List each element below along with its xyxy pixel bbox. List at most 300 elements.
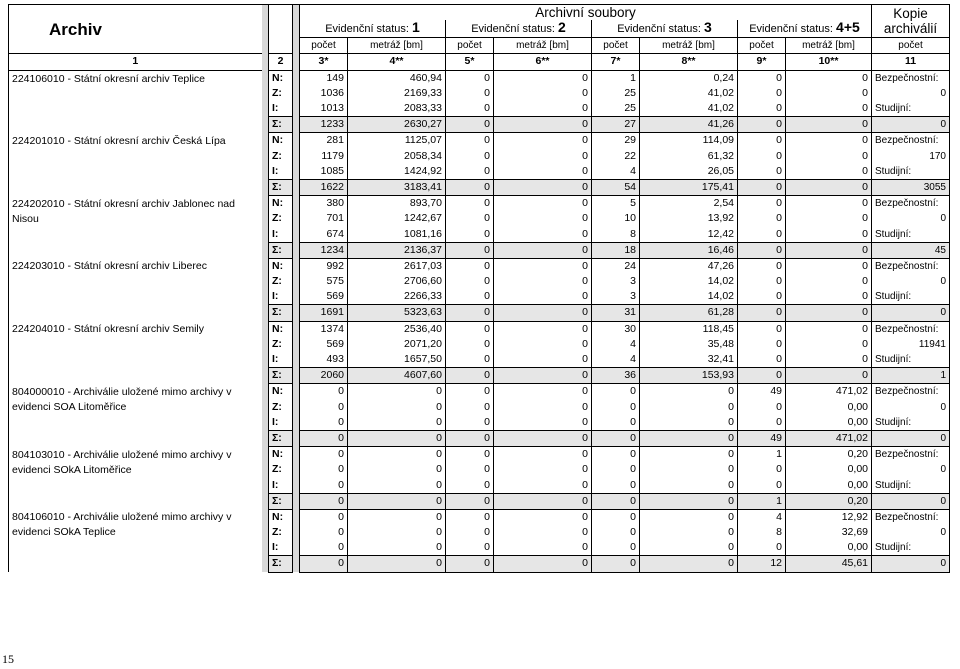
- value-cell: 2706,60: [348, 274, 446, 289]
- value-cell: 149: [300, 70, 348, 86]
- value-cell: 0: [446, 540, 494, 556]
- kopie-bezpecnostni-label: Bezpečnostní:: [872, 384, 950, 400]
- value-cell: 3183,41: [348, 179, 446, 195]
- kopie-bezpecnostni-label: Bezpečnostní:: [872, 258, 950, 274]
- status-label: Evidenční status:: [325, 23, 413, 36]
- value-cell: 0: [592, 462, 640, 477]
- row-label: Z:: [269, 86, 293, 101]
- value-cell: 0: [786, 164, 872, 180]
- row-label: N:: [269, 384, 293, 400]
- value-cell: 0: [786, 321, 872, 337]
- value-cell: 0: [494, 337, 592, 352]
- value-cell: 0: [494, 477, 592, 493]
- value-cell: 0: [494, 525, 592, 540]
- value-cell: 569: [300, 337, 348, 352]
- value-cell: 49: [738, 430, 786, 446]
- value-cell: 0: [446, 258, 494, 274]
- kopie-bezpecnostni-value: 0: [872, 525, 950, 540]
- value-cell: 0: [640, 493, 738, 509]
- row-label: I:: [269, 164, 293, 180]
- value-cell: 0: [592, 400, 640, 415]
- value-cell: 0: [786, 133, 872, 149]
- value-cell: 380: [300, 196, 348, 212]
- row-label: I:: [269, 101, 293, 117]
- column-gap: [262, 196, 269, 259]
- value-cell: 0: [446, 226, 494, 242]
- value-cell: 2071,20: [348, 337, 446, 352]
- value-cell: 0: [494, 117, 592, 133]
- archive-row: [9, 70, 950, 86]
- value-cell: 0: [494, 86, 592, 101]
- value-cell: 0: [348, 384, 446, 400]
- row-label: I:: [269, 289, 293, 305]
- value-cell: 0: [446, 400, 494, 415]
- column-gap: [262, 54, 269, 70]
- value-cell: 2136,37: [348, 242, 446, 258]
- value-cell: 0: [446, 321, 494, 337]
- row-label: Z:: [269, 462, 293, 477]
- row-label: I:: [269, 540, 293, 556]
- row-label: Σ:: [269, 556, 293, 572]
- value-cell: 0: [300, 509, 348, 525]
- value-cell: 0: [494, 447, 592, 463]
- value-cell: 0: [494, 211, 592, 226]
- value-cell: 4: [738, 509, 786, 525]
- value-cell: 281: [300, 133, 348, 149]
- value-cell: 0: [738, 305, 786, 321]
- row-label: Σ:: [269, 430, 293, 446]
- value-cell: 4: [592, 352, 640, 368]
- value-cell: 0: [786, 242, 872, 258]
- value-cell: 0: [446, 196, 494, 212]
- value-cell: 493: [300, 352, 348, 368]
- value-cell: 0: [786, 179, 872, 195]
- status-number: 1: [412, 20, 420, 36]
- kopie-bezpecnostni-value: 0: [872, 211, 950, 226]
- kopie-studijni-value: 0: [872, 430, 950, 446]
- value-cell: 0: [446, 289, 494, 305]
- row-label: Σ:: [269, 305, 293, 321]
- row-label: N:: [269, 258, 293, 274]
- value-cell: 0: [592, 384, 640, 400]
- archiv-heading: Archiv: [9, 5, 262, 54]
- value-cell: 0: [738, 415, 786, 431]
- status-number: 3: [704, 20, 712, 36]
- value-cell: 0: [786, 86, 872, 101]
- kopie-bezpecnostni-label: Bezpečnostní:: [872, 321, 950, 337]
- value-cell: 0: [494, 321, 592, 337]
- value-cell: 0: [640, 415, 738, 431]
- value-cell: 0: [300, 493, 348, 509]
- value-cell: 61,32: [640, 149, 738, 164]
- row-label: Σ:: [269, 242, 293, 258]
- archivni-soubory-heading: Archivní soubory: [300, 5, 872, 21]
- value-cell: 893,70: [348, 196, 446, 212]
- status-label: Evidenční status:: [617, 23, 705, 36]
- value-cell: 12,42: [640, 226, 738, 242]
- value-cell: 0: [300, 415, 348, 431]
- value-cell: 8: [592, 226, 640, 242]
- value-cell: 2,54: [640, 196, 738, 212]
- row-label: I:: [269, 352, 293, 368]
- value-cell: 0,20: [786, 493, 872, 509]
- value-cell: 0: [446, 368, 494, 384]
- value-cell: 0: [592, 509, 640, 525]
- value-cell: 0: [738, 368, 786, 384]
- value-cell: 24: [592, 258, 640, 274]
- value-cell: 0: [786, 211, 872, 226]
- value-cell: 0: [786, 117, 872, 133]
- value-cell: 2617,03: [348, 258, 446, 274]
- column-gap: [262, 384, 269, 447]
- value-cell: 25: [592, 101, 640, 117]
- value-cell: 0: [738, 70, 786, 86]
- pocet-subheading: počet: [738, 38, 786, 54]
- column-gap: [262, 258, 269, 321]
- value-cell: 0: [446, 430, 494, 446]
- kopie-studijni-label: Studijní:: [872, 415, 950, 431]
- value-cell: 0: [786, 226, 872, 242]
- status-heading: [738, 20, 872, 38]
- value-cell: 0: [592, 415, 640, 431]
- value-cell: 0: [446, 86, 494, 101]
- value-cell: 0: [738, 101, 786, 117]
- value-cell: 0: [494, 415, 592, 431]
- value-cell: 0: [494, 384, 592, 400]
- value-cell: 4: [592, 337, 640, 352]
- value-cell: 0: [592, 477, 640, 493]
- column-gap: [262, 133, 269, 196]
- value-cell: 0: [494, 179, 592, 195]
- value-cell: 0: [446, 274, 494, 289]
- header-gap: [293, 5, 300, 54]
- kopie-studijni-label: Studijní:: [872, 226, 950, 242]
- value-cell: 1: [592, 70, 640, 86]
- row-label: N:: [269, 509, 293, 525]
- column-index: 7*: [592, 54, 640, 70]
- value-cell: 114,09: [640, 133, 738, 149]
- column-gap: [293, 509, 300, 572]
- column-gap: [293, 447, 300, 510]
- value-cell: 0: [592, 525, 640, 540]
- archive-row: [9, 196, 950, 212]
- row-label: Z:: [269, 274, 293, 289]
- value-cell: 0: [348, 556, 446, 572]
- value-cell: 16,46: [640, 242, 738, 258]
- archive-name: 224201010 - Státní okresní archiv Česká Lípa: [9, 133, 262, 196]
- value-cell: 2083,33: [348, 101, 446, 117]
- value-cell: 1179: [300, 149, 348, 164]
- value-cell: 0: [592, 493, 640, 509]
- value-cell: 45,61: [786, 556, 872, 572]
- value-cell: 0: [446, 525, 494, 540]
- row-label: Z:: [269, 525, 293, 540]
- kopie-studijni-label: Studijní:: [872, 477, 950, 493]
- value-cell: 0: [592, 430, 640, 446]
- column-index: 11: [872, 54, 950, 70]
- status-number: 4+5: [836, 20, 860, 36]
- row-label: Z:: [269, 337, 293, 352]
- value-cell: 0: [348, 509, 446, 525]
- kopie-studijni-label: Studijní:: [872, 289, 950, 305]
- row-label: Σ:: [269, 179, 293, 195]
- archive-row: [9, 321, 950, 337]
- value-cell: 2060: [300, 368, 348, 384]
- value-cell: 41,26: [640, 117, 738, 133]
- value-cell: 0: [446, 179, 494, 195]
- value-cell: 0: [738, 258, 786, 274]
- archive-table: [8, 4, 950, 573]
- column-gap: [293, 196, 300, 259]
- value-cell: 0: [300, 556, 348, 572]
- value-cell: 0: [494, 149, 592, 164]
- value-cell: 701: [300, 211, 348, 226]
- row-label: I:: [269, 477, 293, 493]
- status-heading: [446, 20, 592, 38]
- value-cell: 0: [494, 430, 592, 446]
- value-cell: 4607,60: [348, 368, 446, 384]
- value-cell: 0: [640, 477, 738, 493]
- pocet-subheading: počet: [300, 38, 348, 54]
- metraz-subheading: metráž [bm]: [786, 38, 872, 54]
- value-cell: 1233: [300, 117, 348, 133]
- archive-name: 224203010 - Státní okresní archiv Liberec: [9, 258, 262, 321]
- value-cell: 1424,92: [348, 164, 446, 180]
- status-label: Evidenční status:: [471, 23, 559, 36]
- value-cell: 0: [738, 226, 786, 242]
- value-cell: 575: [300, 274, 348, 289]
- value-cell: 0: [348, 540, 446, 556]
- value-cell: 12,92: [786, 509, 872, 525]
- column-gap: [262, 321, 269, 384]
- value-cell: 1081,16: [348, 226, 446, 242]
- kopie-bezpecnostni-value: 0: [872, 462, 950, 477]
- value-cell: 0: [786, 289, 872, 305]
- value-cell: 0: [494, 226, 592, 242]
- row-label: I:: [269, 415, 293, 431]
- value-cell: 0: [494, 274, 592, 289]
- value-cell: 0,00: [786, 540, 872, 556]
- value-cell: 27: [592, 117, 640, 133]
- value-cell: 0: [786, 368, 872, 384]
- kopie-bezpecnostni-value: 170: [872, 149, 950, 164]
- value-cell: 0: [494, 196, 592, 212]
- kopie-studijni-value: 0: [872, 305, 950, 321]
- kopie-heading: Kopie archiválií: [872, 5, 950, 38]
- value-cell: 0: [640, 525, 738, 540]
- archive-row: [9, 133, 950, 149]
- value-cell: 0,00: [786, 400, 872, 415]
- value-cell: 0: [738, 337, 786, 352]
- value-cell: 1374: [300, 321, 348, 337]
- value-cell: 0: [494, 133, 592, 149]
- value-cell: 0: [640, 400, 738, 415]
- value-cell: 0: [738, 133, 786, 149]
- value-cell: 0: [446, 337, 494, 352]
- value-cell: 5323,63: [348, 305, 446, 321]
- value-cell: 31: [592, 305, 640, 321]
- value-cell: 0: [348, 430, 446, 446]
- value-cell: 1125,07: [348, 133, 446, 149]
- value-cell: 0: [446, 164, 494, 180]
- kopie-bezpecnostni-value: 0: [872, 86, 950, 101]
- value-cell: 14,02: [640, 274, 738, 289]
- value-cell: 0: [494, 556, 592, 572]
- value-cell: 0: [738, 179, 786, 195]
- value-cell: 153,93: [640, 368, 738, 384]
- archive-row: [9, 384, 950, 400]
- value-cell: 3: [592, 289, 640, 305]
- value-cell: 2058,34: [348, 149, 446, 164]
- value-cell: 2266,33: [348, 289, 446, 305]
- value-cell: 10: [592, 211, 640, 226]
- value-cell: 13,92: [640, 211, 738, 226]
- value-cell: 0: [786, 70, 872, 86]
- value-cell: 0: [494, 540, 592, 556]
- header-gap: [262, 5, 269, 54]
- value-cell: 0: [300, 384, 348, 400]
- kopie-bezpecnostni-label: Bezpečnostní:: [872, 196, 950, 212]
- pocet-subheading: počet: [592, 38, 640, 54]
- archive-row: [9, 447, 950, 463]
- value-cell: 0: [300, 477, 348, 493]
- value-cell: 0: [786, 149, 872, 164]
- value-cell: 1085: [300, 164, 348, 180]
- value-cell: 0: [640, 447, 738, 463]
- value-cell: 0: [494, 101, 592, 117]
- value-cell: 0: [348, 447, 446, 463]
- column-gap: [262, 447, 269, 510]
- value-cell: 0: [738, 274, 786, 289]
- archive-row: [9, 509, 950, 525]
- column-gap: [293, 258, 300, 321]
- column-gap: [262, 509, 269, 572]
- value-cell: 674: [300, 226, 348, 242]
- value-cell: 29: [592, 133, 640, 149]
- value-cell: 0: [738, 400, 786, 415]
- row-label: N:: [269, 133, 293, 149]
- value-cell: 54: [592, 179, 640, 195]
- value-cell: 0: [348, 400, 446, 415]
- metraz-subheading: metráž [bm]: [494, 38, 592, 54]
- row-label: Z:: [269, 149, 293, 164]
- column-index: 1: [9, 54, 262, 70]
- kopie-studijni-label: Studijní:: [872, 101, 950, 117]
- value-cell: 2536,40: [348, 321, 446, 337]
- column-index: 6**: [494, 54, 592, 70]
- value-cell: 0: [300, 400, 348, 415]
- value-cell: 0: [348, 477, 446, 493]
- archive-row: [9, 258, 950, 274]
- value-cell: 0,00: [786, 462, 872, 477]
- value-cell: 36: [592, 368, 640, 384]
- value-cell: 8: [738, 525, 786, 540]
- value-cell: 0: [494, 164, 592, 180]
- row-label: Z:: [269, 400, 293, 415]
- value-cell: 14,02: [640, 289, 738, 305]
- value-cell: 0: [640, 384, 738, 400]
- column-index: 8**: [640, 54, 738, 70]
- value-cell: 1242,67: [348, 211, 446, 226]
- value-cell: 471,02: [786, 430, 872, 446]
- kopie-studijni-value: 0: [872, 493, 950, 509]
- value-cell: 0: [446, 101, 494, 117]
- value-cell: 0: [494, 352, 592, 368]
- kopie-bezpecnostni-label: Bezpečnostní:: [872, 509, 950, 525]
- archive-name: 224204010 - Státní okresní archiv Semily: [9, 321, 262, 384]
- value-cell: 0: [446, 211, 494, 226]
- value-cell: 471,02: [786, 384, 872, 400]
- archive-name: 224106010 - Státní okresní archiv Teplice: [9, 70, 262, 133]
- value-cell: 0: [786, 101, 872, 117]
- row-label-header: [269, 5, 293, 54]
- value-cell: 61,28: [640, 305, 738, 321]
- value-cell: 32,69: [786, 525, 872, 540]
- column-gap: [293, 384, 300, 447]
- value-cell: 35,48: [640, 337, 738, 352]
- value-cell: 0: [738, 289, 786, 305]
- value-cell: 0: [446, 447, 494, 463]
- value-cell: 118,45: [640, 321, 738, 337]
- value-cell: 2169,33: [348, 86, 446, 101]
- row-label: Σ:: [269, 493, 293, 509]
- value-cell: 0: [640, 430, 738, 446]
- column-gap: [293, 133, 300, 196]
- value-cell: 0: [738, 477, 786, 493]
- kopie-bezpecnostni-label: Bezpečnostní:: [872, 447, 950, 463]
- row-label: Σ:: [269, 368, 293, 384]
- value-cell: 0: [446, 462, 494, 477]
- metraz-subheading: metráž [bm]: [640, 38, 738, 54]
- value-cell: 0: [592, 540, 640, 556]
- value-cell: 0: [446, 133, 494, 149]
- value-cell: 0: [738, 196, 786, 212]
- value-cell: 0: [786, 274, 872, 289]
- value-cell: 0: [446, 242, 494, 258]
- value-cell: 0: [446, 352, 494, 368]
- value-cell: 0: [738, 321, 786, 337]
- column-gap: [293, 54, 300, 70]
- value-cell: 0: [592, 447, 640, 463]
- value-cell: 0: [494, 462, 592, 477]
- value-cell: 0: [738, 462, 786, 477]
- value-cell: 1622: [300, 179, 348, 195]
- value-cell: 0: [786, 337, 872, 352]
- value-cell: 0: [494, 509, 592, 525]
- value-cell: 0: [494, 242, 592, 258]
- kopie-studijni-value: 0: [872, 556, 950, 572]
- value-cell: 0: [738, 242, 786, 258]
- value-cell: 32,41: [640, 352, 738, 368]
- value-cell: 0: [592, 556, 640, 572]
- column-index: 5*: [446, 54, 494, 70]
- row-label: N:: [269, 70, 293, 86]
- value-cell: 0: [738, 149, 786, 164]
- value-cell: 0: [446, 305, 494, 321]
- kopie-bezpecnostni-value: 0: [872, 274, 950, 289]
- kopie-studijni-value: 0: [872, 117, 950, 133]
- column-index: 4**: [348, 54, 446, 70]
- value-cell: 1691: [300, 305, 348, 321]
- value-cell: 25: [592, 86, 640, 101]
- column-index: 3*: [300, 54, 348, 70]
- column-gap: [293, 321, 300, 384]
- value-cell: 0: [446, 477, 494, 493]
- page-number: 15: [2, 652, 14, 666]
- value-cell: 0: [348, 493, 446, 509]
- value-cell: 0: [446, 384, 494, 400]
- value-cell: 1: [738, 447, 786, 463]
